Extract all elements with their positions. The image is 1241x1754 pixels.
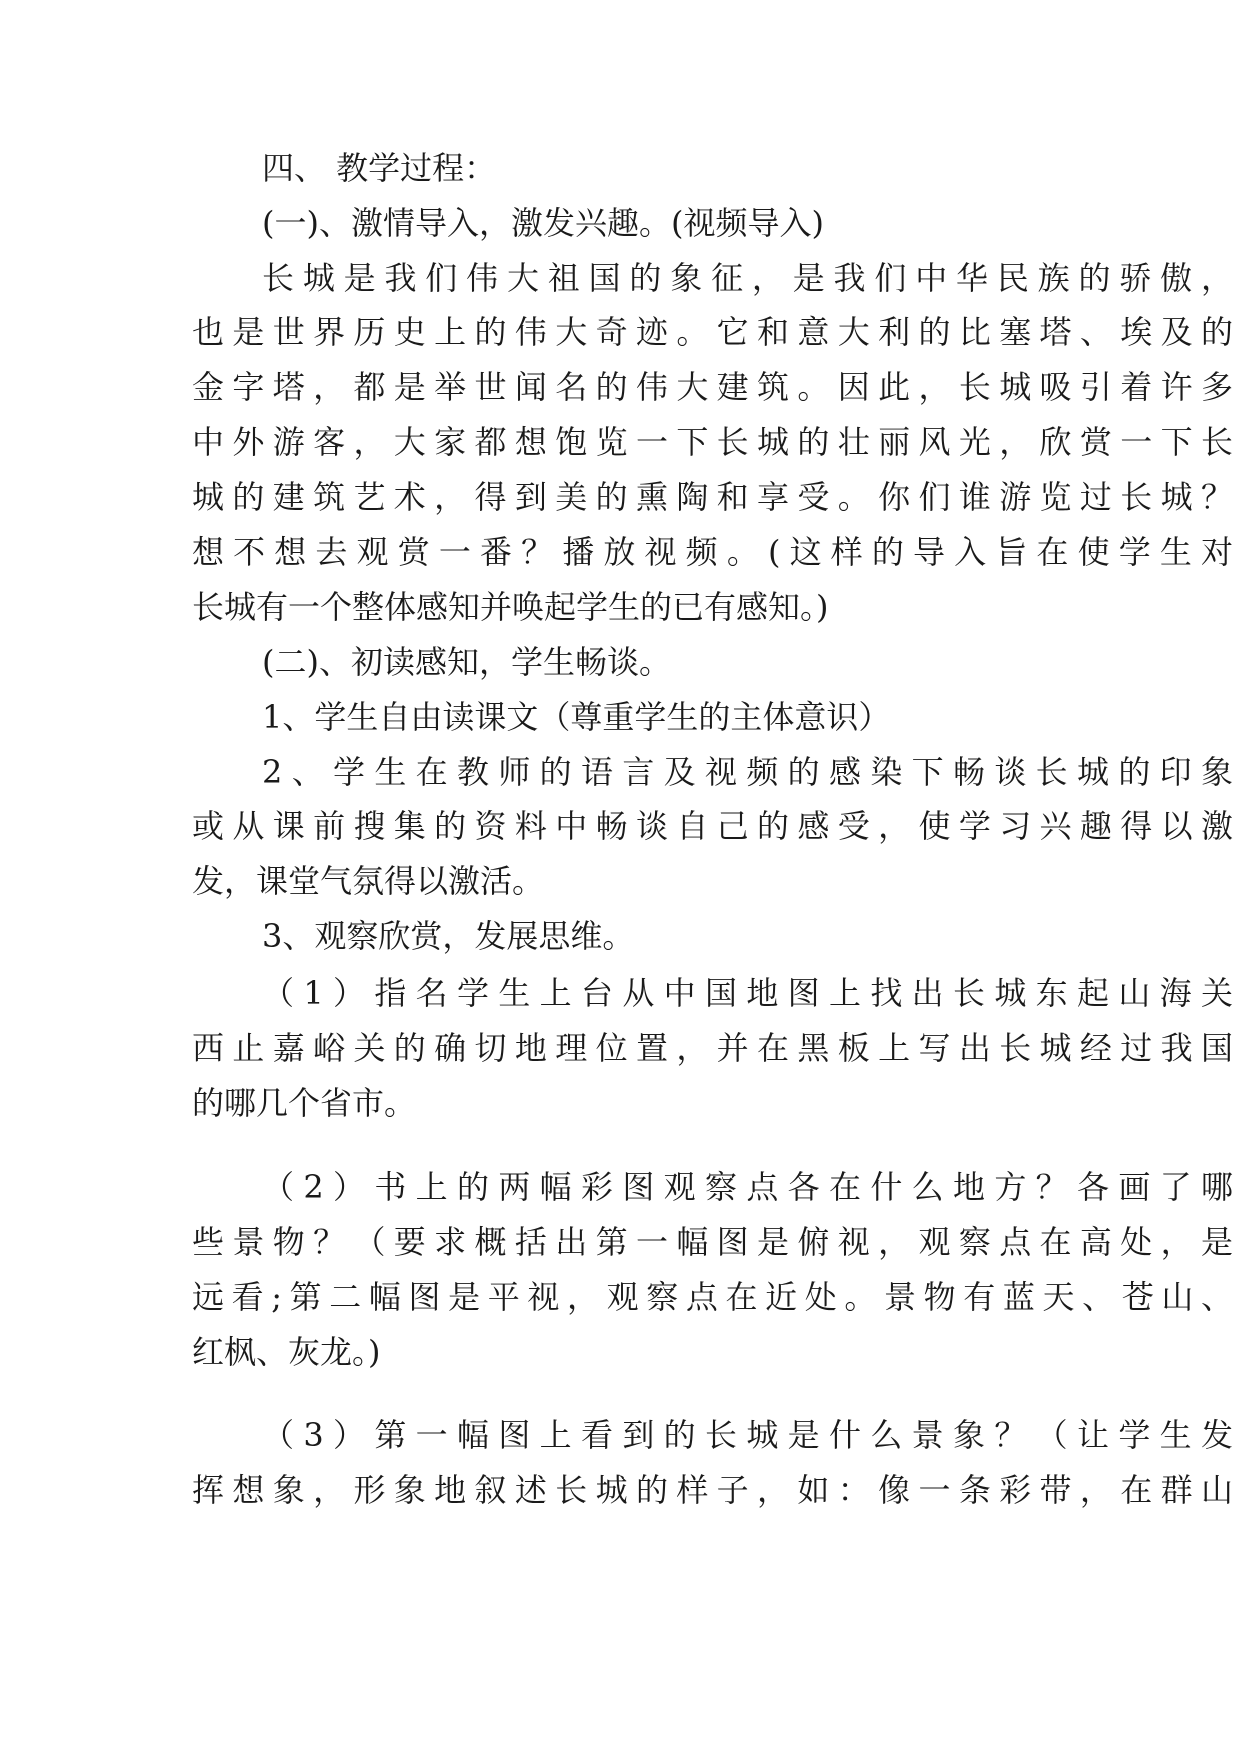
paragraph-line: 红枫、灰龙。) bbox=[192, 1333, 381, 1371]
subsection-heading: (一)、激情导入，激发兴趣。(视频导入) bbox=[262, 204, 824, 242]
paragraph-line: 西止嘉峪关的确切地理位置，并在黑板上写出长城经过我国 bbox=[192, 1029, 1233, 1067]
list-item: （2）书上的两幅彩图观察点各在什么地方？各画了哪 bbox=[262, 1168, 1233, 1206]
list-item: 2、学生在教师的语言及视频的感染下畅谈长城的印象 bbox=[262, 753, 1233, 791]
paragraph-line: 发，课堂气氛得以激活。 bbox=[192, 862, 545, 900]
subsection-heading: (二)、初读感知，学生畅谈。 bbox=[262, 643, 671, 681]
paragraph-line: 长城有一个整体感知并唤起学生的已有感知。) bbox=[192, 588, 829, 626]
paragraph-line: 些景物？（要求概括出第一幅图是俯视，观察点在高处，是 bbox=[192, 1223, 1233, 1261]
list-item: （3）第一幅图上看到的长城是什么景象？（让学生发 bbox=[262, 1416, 1233, 1454]
paragraph-line: 城的建筑艺术，得到美的熏陶和享受。你们谁游览过长城？ bbox=[192, 478, 1233, 516]
paragraph-line: 的哪几个省市。 bbox=[192, 1084, 417, 1122]
paragraph-line: 挥想象，形象地叙述长城的样子，如：像一条彩带，在群山 bbox=[192, 1471, 1233, 1509]
paragraph-line: 远看;第二幅图是平视，观察点在近处。景物有蓝天、苍山、 bbox=[192, 1278, 1233, 1316]
paragraph-line: 长城是我们伟大祖国的象征，是我们中华民族的骄傲， bbox=[262, 259, 1233, 297]
list-item: 3、观察欣赏，发展思维。 bbox=[262, 917, 635, 955]
paragraph-line: 中外游客，大家都想饱览一下长城的壮丽风光，欣赏一下长 bbox=[192, 423, 1233, 461]
section-heading: 四、 教学过程： bbox=[262, 149, 497, 187]
paragraph-line: 也是世界历史上的伟大奇迹。它和意大利的比塞塔、埃及的 bbox=[192, 313, 1233, 351]
paragraph-line: 想不想去观赏一番？播放视频。(这样的导入旨在使学生对 bbox=[192, 533, 1233, 571]
list-item: 1、学生自由读课文（尊重学生的主体意识） bbox=[262, 698, 891, 736]
list-item: （1）指名学生上台从中国地图上找出长城东起山海关 bbox=[262, 974, 1233, 1012]
paragraph-line: 或从课前搜集的资料中畅谈自己的感受，使学习兴趣得以激 bbox=[192, 807, 1233, 845]
paragraph-line: 金字塔，都是举世闻名的伟大建筑。因此，长城吸引着许多 bbox=[192, 368, 1233, 406]
